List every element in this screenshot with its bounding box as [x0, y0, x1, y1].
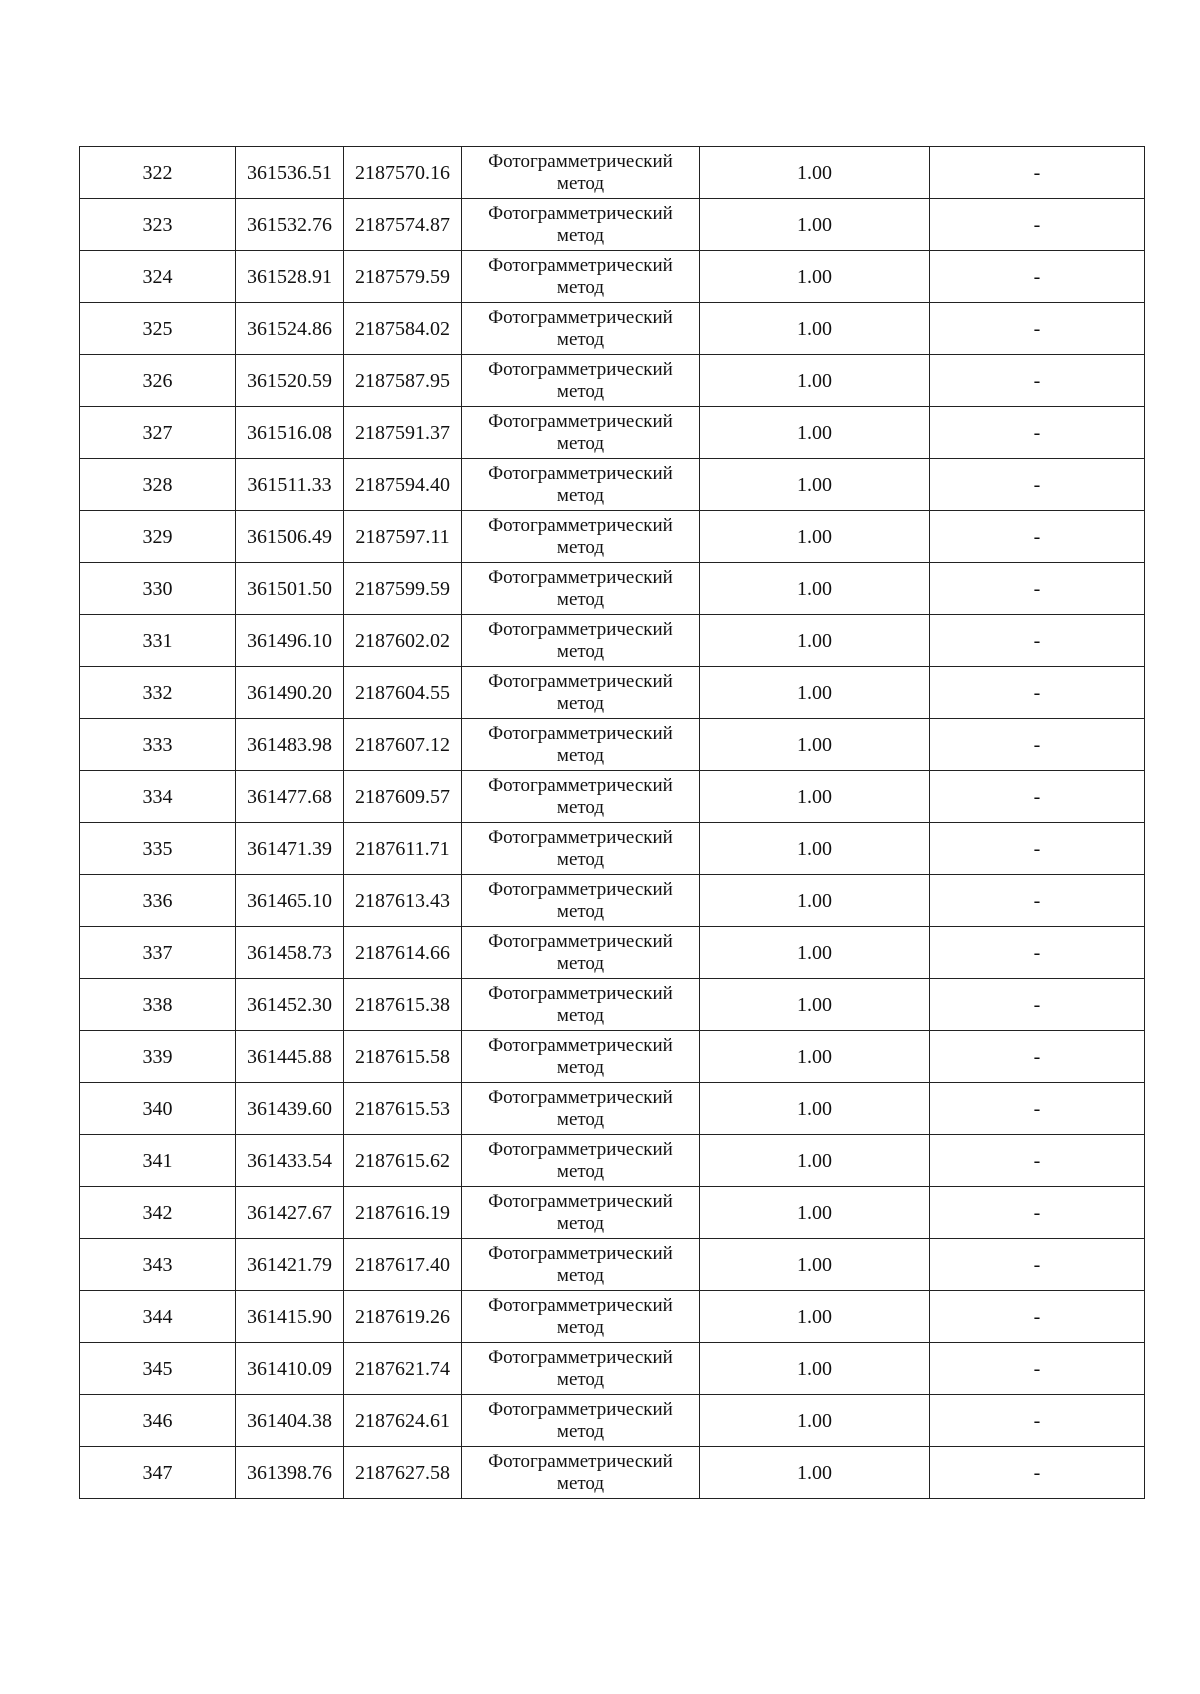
method-line-1: Фотограмметрический	[488, 774, 673, 796]
table-row	[80, 1135, 1145, 1187]
method-line-2: метод	[556, 952, 605, 974]
y-coordinate-cell: 2187624.61	[344, 1395, 462, 1447]
y-coordinate-cell: 2187579.59	[344, 251, 462, 303]
accuracy-cell: 1.00	[700, 459, 930, 511]
point-number-cell: 332	[80, 667, 236, 719]
method-line-1: Фотограмметрический	[488, 1034, 673, 1056]
method-line-2: метод	[556, 536, 605, 558]
method-line-1: Фотограмметрический	[488, 930, 673, 952]
method-line-2: метод	[556, 744, 605, 766]
method-line-1: Фотограмметрический	[488, 1346, 673, 1368]
method-cell	[462, 979, 700, 1031]
x-coordinate-cell: 361415.90	[236, 1291, 344, 1343]
x-coordinate-cell: 361524.86	[236, 303, 344, 355]
x-coordinate-cell: 361501.50	[236, 563, 344, 615]
point-number-cell: 344	[80, 1291, 236, 1343]
table-row	[80, 1343, 1145, 1395]
note-cell: -	[930, 927, 1145, 979]
x-coordinate-cell: 361452.30	[236, 979, 344, 1031]
point-number-cell: 330	[80, 563, 236, 615]
point-number-cell: 328	[80, 459, 236, 511]
method-cell	[462, 1395, 700, 1447]
method-line-1: Фотограмметрический	[488, 1450, 673, 1472]
x-coordinate-cell: 361477.68	[236, 771, 344, 823]
note-cell: -	[930, 459, 1145, 511]
table-row	[80, 667, 1145, 719]
table-row	[80, 1447, 1145, 1499]
table-row	[80, 199, 1145, 251]
accuracy-cell: 1.00	[700, 1031, 930, 1083]
point-number-cell: 340	[80, 1083, 236, 1135]
method-line-1: Фотограмметрический	[488, 1242, 673, 1264]
x-coordinate-cell: 361458.73	[236, 927, 344, 979]
x-coordinate-cell: 361465.10	[236, 875, 344, 927]
point-number-cell: 346	[80, 1395, 236, 1447]
note-cell: -	[930, 979, 1145, 1031]
accuracy-cell: 1.00	[700, 355, 930, 407]
point-number-cell: 322	[80, 147, 236, 199]
note-cell: -	[930, 1135, 1145, 1187]
method-line-2: метод	[556, 900, 605, 922]
table-row	[80, 1395, 1145, 1447]
x-coordinate-cell: 361528.91	[236, 251, 344, 303]
x-coordinate-cell: 361520.59	[236, 355, 344, 407]
method-line-2: метод	[556, 1056, 605, 1078]
accuracy-cell: 1.00	[700, 1135, 930, 1187]
y-coordinate-cell: 2187615.58	[344, 1031, 462, 1083]
y-coordinate-cell: 2187584.02	[344, 303, 462, 355]
note-cell: -	[930, 1083, 1145, 1135]
x-coordinate-cell: 361410.09	[236, 1343, 344, 1395]
accuracy-cell: 1.00	[700, 1239, 930, 1291]
method-line-1: Фотограмметрический	[488, 566, 673, 588]
method-line-2: метод	[556, 692, 605, 714]
table-row	[80, 615, 1145, 667]
accuracy-cell: 1.00	[700, 615, 930, 667]
x-coordinate-cell: 361516.08	[236, 407, 344, 459]
method-cell	[462, 1343, 700, 1395]
method-line-1: Фотограмметрический	[488, 1398, 673, 1420]
method-cell	[462, 199, 700, 251]
method-line-1: Фотограмметрический	[488, 982, 673, 1004]
point-number-cell: 338	[80, 979, 236, 1031]
x-coordinate-cell: 361439.60	[236, 1083, 344, 1135]
accuracy-cell: 1.00	[700, 1343, 930, 1395]
table-row	[80, 1031, 1145, 1083]
table-row	[80, 719, 1145, 771]
x-coordinate-cell: 361404.38	[236, 1395, 344, 1447]
point-number-cell: 341	[80, 1135, 236, 1187]
note-cell: -	[930, 823, 1145, 875]
method-cell	[462, 251, 700, 303]
y-coordinate-cell: 2187587.95	[344, 355, 462, 407]
method-line-2: метод	[556, 1212, 605, 1234]
method-line-1: Фотограмметрический	[488, 1294, 673, 1316]
method-cell	[462, 771, 700, 823]
method-line-2: метод	[556, 1420, 605, 1442]
y-coordinate-cell: 2187602.02	[344, 615, 462, 667]
method-line-2: метод	[556, 1316, 605, 1338]
note-cell: -	[930, 251, 1145, 303]
coordinates-table-body	[80, 147, 1145, 1499]
table-row	[80, 1187, 1145, 1239]
method-line-2: метод	[556, 1108, 605, 1130]
method-cell	[462, 1187, 700, 1239]
table-row	[80, 355, 1145, 407]
method-line-1: Фотограмметрический	[488, 462, 673, 484]
point-number-cell: 324	[80, 251, 236, 303]
method-line-1: Фотограмметрический	[488, 358, 673, 380]
y-coordinate-cell: 2187591.37	[344, 407, 462, 459]
table-row	[80, 1083, 1145, 1135]
y-coordinate-cell: 2187621.74	[344, 1343, 462, 1395]
method-line-2: метод	[556, 380, 605, 402]
note-cell: -	[930, 1239, 1145, 1291]
accuracy-cell: 1.00	[700, 719, 930, 771]
x-coordinate-cell: 361421.79	[236, 1239, 344, 1291]
method-line-1: Фотограмметрический	[488, 306, 673, 328]
note-cell: -	[930, 667, 1145, 719]
accuracy-cell: 1.00	[700, 1187, 930, 1239]
method-line-2: метод	[556, 796, 605, 818]
table-row	[80, 511, 1145, 563]
method-line-2: метод	[556, 172, 605, 194]
point-number-cell: 334	[80, 771, 236, 823]
method-line-2: метод	[556, 848, 605, 870]
y-coordinate-cell: 2187615.62	[344, 1135, 462, 1187]
table-row	[80, 1291, 1145, 1343]
point-number-cell: 339	[80, 1031, 236, 1083]
note-cell: -	[930, 511, 1145, 563]
method-cell	[462, 1135, 700, 1187]
method-line-2: метод	[556, 640, 605, 662]
table-row	[80, 303, 1145, 355]
accuracy-cell: 1.00	[700, 511, 930, 563]
note-cell: -	[930, 1395, 1145, 1447]
method-line-1: Фотограмметрический	[488, 1138, 673, 1160]
method-line-1: Фотограмметрический	[488, 826, 673, 848]
table-row	[80, 407, 1145, 459]
point-number-cell: 326	[80, 355, 236, 407]
method-line-2: метод	[556, 1368, 605, 1390]
method-line-1: Фотограмметрический	[488, 1190, 673, 1212]
method-cell	[462, 1083, 700, 1135]
accuracy-cell: 1.00	[700, 1447, 930, 1499]
method-cell	[462, 1447, 700, 1499]
method-line-2: метод	[556, 276, 605, 298]
method-line-2: метод	[556, 432, 605, 454]
method-line-1: Фотограмметрический	[488, 1086, 673, 1108]
x-coordinate-cell: 361536.51	[236, 147, 344, 199]
note-cell: -	[930, 199, 1145, 251]
method-cell	[462, 407, 700, 459]
method-line-1: Фотограмметрический	[488, 618, 673, 640]
y-coordinate-cell: 2187616.19	[344, 1187, 462, 1239]
y-coordinate-cell: 2187617.40	[344, 1239, 462, 1291]
method-line-2: метод	[556, 484, 605, 506]
table-row	[80, 1239, 1145, 1291]
table-row	[80, 251, 1145, 303]
method-line-1: Фотограмметрический	[488, 670, 673, 692]
method-cell	[462, 1031, 700, 1083]
table-row	[80, 771, 1145, 823]
method-line-2: метод	[556, 224, 605, 246]
note-cell: -	[930, 875, 1145, 927]
method-cell	[462, 875, 700, 927]
accuracy-cell: 1.00	[700, 875, 930, 927]
point-number-cell: 345	[80, 1343, 236, 1395]
accuracy-cell: 1.00	[700, 147, 930, 199]
y-coordinate-cell: 2187614.66	[344, 927, 462, 979]
x-coordinate-cell: 361483.98	[236, 719, 344, 771]
method-line-1: Фотограмметрический	[488, 878, 673, 900]
x-coordinate-cell: 361433.54	[236, 1135, 344, 1187]
y-coordinate-cell: 2187619.26	[344, 1291, 462, 1343]
note-cell: -	[930, 355, 1145, 407]
method-cell	[462, 823, 700, 875]
y-coordinate-cell: 2187597.11	[344, 511, 462, 563]
y-coordinate-cell: 2187604.55	[344, 667, 462, 719]
note-cell: -	[930, 771, 1145, 823]
table-row	[80, 823, 1145, 875]
method-line-2: метод	[556, 1472, 605, 1494]
accuracy-cell: 1.00	[700, 1083, 930, 1135]
y-coordinate-cell: 2187627.58	[344, 1447, 462, 1499]
table-row	[80, 459, 1145, 511]
accuracy-cell: 1.00	[700, 823, 930, 875]
table-row	[80, 147, 1145, 199]
accuracy-cell: 1.00	[700, 771, 930, 823]
x-coordinate-cell: 361445.88	[236, 1031, 344, 1083]
y-coordinate-cell: 2187607.12	[344, 719, 462, 771]
table-row	[80, 875, 1145, 927]
method-cell	[462, 719, 700, 771]
point-number-cell: 333	[80, 719, 236, 771]
y-coordinate-cell: 2187599.59	[344, 563, 462, 615]
point-number-cell: 331	[80, 615, 236, 667]
method-cell	[462, 511, 700, 563]
y-coordinate-cell: 2187611.71	[344, 823, 462, 875]
note-cell: -	[930, 407, 1145, 459]
point-number-cell: 336	[80, 875, 236, 927]
method-cell	[462, 1291, 700, 1343]
note-cell: -	[930, 1031, 1145, 1083]
method-line-1: Фотограмметрический	[488, 202, 673, 224]
method-line-1: Фотограмметрический	[488, 722, 673, 744]
y-coordinate-cell: 2187594.40	[344, 459, 462, 511]
note-cell: -	[930, 303, 1145, 355]
y-coordinate-cell: 2187570.16	[344, 147, 462, 199]
method-line-2: метод	[556, 588, 605, 610]
method-line-1: Фотограмметрический	[488, 410, 673, 432]
method-line-2: метод	[556, 1264, 605, 1286]
point-number-cell: 347	[80, 1447, 236, 1499]
method-line-2: метод	[556, 1004, 605, 1026]
note-cell: -	[930, 1187, 1145, 1239]
accuracy-cell: 1.00	[700, 563, 930, 615]
method-cell	[462, 459, 700, 511]
method-line-1: Фотограмметрический	[488, 514, 673, 536]
y-coordinate-cell: 2187615.38	[344, 979, 462, 1031]
note-cell: -	[930, 1447, 1145, 1499]
y-coordinate-cell: 2187609.57	[344, 771, 462, 823]
accuracy-cell: 1.00	[700, 251, 930, 303]
accuracy-cell: 1.00	[700, 1291, 930, 1343]
method-line-2: метод	[556, 1160, 605, 1182]
point-number-cell: 327	[80, 407, 236, 459]
accuracy-cell: 1.00	[700, 407, 930, 459]
table-row	[80, 927, 1145, 979]
note-cell: -	[930, 147, 1145, 199]
accuracy-cell: 1.00	[700, 1395, 930, 1447]
x-coordinate-cell: 361511.33	[236, 459, 344, 511]
table-row	[80, 979, 1145, 1031]
method-cell	[462, 667, 700, 719]
accuracy-cell: 1.00	[700, 303, 930, 355]
x-coordinate-cell: 361490.20	[236, 667, 344, 719]
coordinates-table	[79, 146, 1145, 1499]
x-coordinate-cell: 361471.39	[236, 823, 344, 875]
method-cell	[462, 147, 700, 199]
x-coordinate-cell: 361398.76	[236, 1447, 344, 1499]
point-number-cell: 343	[80, 1239, 236, 1291]
method-line-2: метод	[556, 328, 605, 350]
point-number-cell: 342	[80, 1187, 236, 1239]
note-cell: -	[930, 719, 1145, 771]
x-coordinate-cell: 361506.49	[236, 511, 344, 563]
point-number-cell: 329	[80, 511, 236, 563]
point-number-cell: 325	[80, 303, 236, 355]
y-coordinate-cell: 2187615.53	[344, 1083, 462, 1135]
y-coordinate-cell: 2187574.87	[344, 199, 462, 251]
method-cell	[462, 563, 700, 615]
note-cell: -	[930, 1291, 1145, 1343]
method-cell	[462, 355, 700, 407]
x-coordinate-cell: 361532.76	[236, 199, 344, 251]
accuracy-cell: 1.00	[700, 667, 930, 719]
method-cell	[462, 303, 700, 355]
note-cell: -	[930, 1343, 1145, 1395]
table-row	[80, 563, 1145, 615]
method-cell	[462, 615, 700, 667]
x-coordinate-cell: 361427.67	[236, 1187, 344, 1239]
accuracy-cell: 1.00	[700, 927, 930, 979]
point-number-cell: 337	[80, 927, 236, 979]
x-coordinate-cell: 361496.10	[236, 615, 344, 667]
accuracy-cell: 1.00	[700, 199, 930, 251]
note-cell: -	[930, 563, 1145, 615]
y-coordinate-cell: 2187613.43	[344, 875, 462, 927]
point-number-cell: 323	[80, 199, 236, 251]
point-number-cell: 335	[80, 823, 236, 875]
method-cell	[462, 927, 700, 979]
method-line-1: Фотограмметрический	[488, 254, 673, 276]
accuracy-cell: 1.00	[700, 979, 930, 1031]
method-line-1: Фотограмметрический	[488, 150, 673, 172]
note-cell: -	[930, 615, 1145, 667]
method-cell	[462, 1239, 700, 1291]
